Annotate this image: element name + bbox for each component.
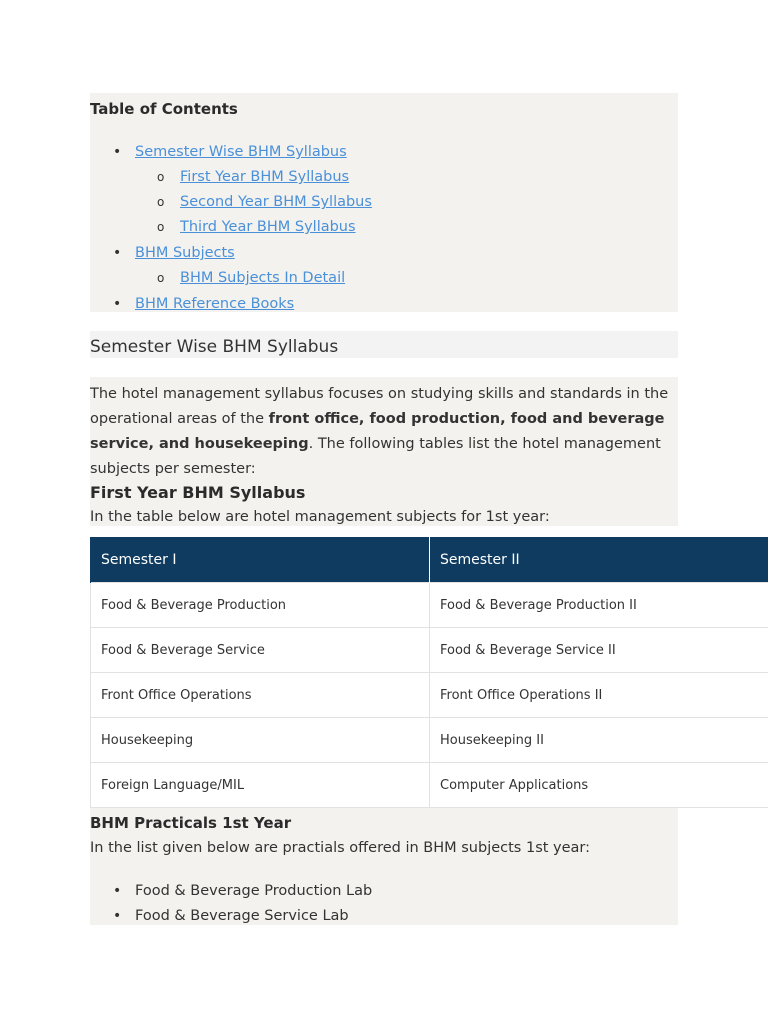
table-cell: Front Office Operations	[91, 673, 430, 718]
bullet-icon: •	[113, 296, 122, 312]
table-header-semester-2: Semester II	[430, 537, 768, 583]
bullet-icon: •	[113, 883, 122, 899]
bullet-icon: •	[113, 908, 122, 924]
table-cell: Housekeeping	[91, 718, 430, 763]
bullet-icon: •	[113, 245, 122, 261]
toc-item-subjects-in-detail	[157, 268, 346, 288]
table-row	[91, 763, 768, 808]
table-cell: Computer Applications	[430, 763, 768, 808]
circle-bullet-icon: o	[157, 195, 165, 209]
table-cell: Housekeeping II	[430, 718, 768, 763]
table-cell: Food & Beverage Production II	[430, 583, 768, 628]
table-cell: Food & Beverage Service II	[430, 628, 768, 673]
toc-item-bhm-subjects	[113, 243, 235, 263]
practicals-title: BHM Practicals 1st Year	[90, 814, 292, 832]
intro-text-start: The hotel management syllabus focuses on studying skills and standards in the operational areas of the	[90, 386, 669, 427]
first-year-title: First Year BHM Syllabus	[90, 483, 306, 502]
first-year-description: In the table below are hotel management subjects for 1st year:	[90, 509, 550, 525]
section-heading-bar	[90, 331, 678, 358]
toc-link-third-year[interactable]: Third Year BHM Syllabus	[180, 219, 356, 235]
list-item	[113, 906, 349, 926]
toc-title: Table of Contents	[90, 100, 238, 118]
table-of-contents	[90, 93, 678, 312]
toc-item-third-year	[157, 217, 356, 237]
circle-bullet-icon: o	[157, 220, 165, 234]
intro-text-bold: front office, food production, food and beverage service, and housekeeping	[90, 411, 665, 452]
toc-link-reference-books[interactable]: BHM Reference Books	[135, 296, 295, 312]
intro-paragraph	[90, 382, 678, 482]
toc-link-subjects-in-detail[interactable]: BHM Subjects In Detail	[180, 270, 346, 286]
intro-text-end: . The following tables list the hotel management subjects per semester:	[90, 436, 661, 477]
toc-link-second-year[interactable]: Second Year BHM Syllabus	[180, 194, 372, 210]
toc-link-semester-wise[interactable]: Semester Wise BHM Syllabus	[135, 144, 347, 160]
list-item	[113, 881, 373, 901]
intro-block	[90, 377, 678, 526]
practicals-description: In the list given below are practials offered in BHM subjects 1st year:	[90, 840, 591, 856]
table-cell: Food & Beverage Production	[91, 583, 430, 628]
table-cell: Front Office Operations II	[430, 673, 768, 718]
practicals-block	[90, 808, 678, 925]
first-year-syllabus-table	[90, 537, 768, 808]
section-title: Semester Wise BHM Syllabus	[90, 337, 339, 357]
table-row	[91, 583, 768, 628]
bullet-icon: •	[113, 144, 122, 160]
toc-link-first-year[interactable]: First Year BHM Syllabus	[180, 169, 350, 185]
table-cell: Foreign Language/MIL	[91, 763, 430, 808]
table-row	[91, 673, 768, 718]
table-header-semester-1: Semester I	[91, 537, 430, 583]
table-row	[91, 628, 768, 673]
toc-item-semester-wise	[113, 142, 347, 162]
practical-label: Food & Beverage Service Lab	[135, 908, 349, 924]
toc-item-second-year	[157, 192, 372, 212]
toc-item-reference-books	[113, 294, 295, 314]
practical-label: Food & Beverage Production Lab	[135, 883, 373, 899]
circle-bullet-icon: o	[157, 170, 165, 184]
toc-link-bhm-subjects[interactable]: BHM Subjects	[135, 245, 235, 261]
table-cell: Food & Beverage Service	[91, 628, 430, 673]
table-header-row	[91, 537, 768, 583]
circle-bullet-icon: o	[157, 271, 165, 285]
table-row	[91, 718, 768, 763]
toc-item-first-year	[157, 167, 350, 187]
